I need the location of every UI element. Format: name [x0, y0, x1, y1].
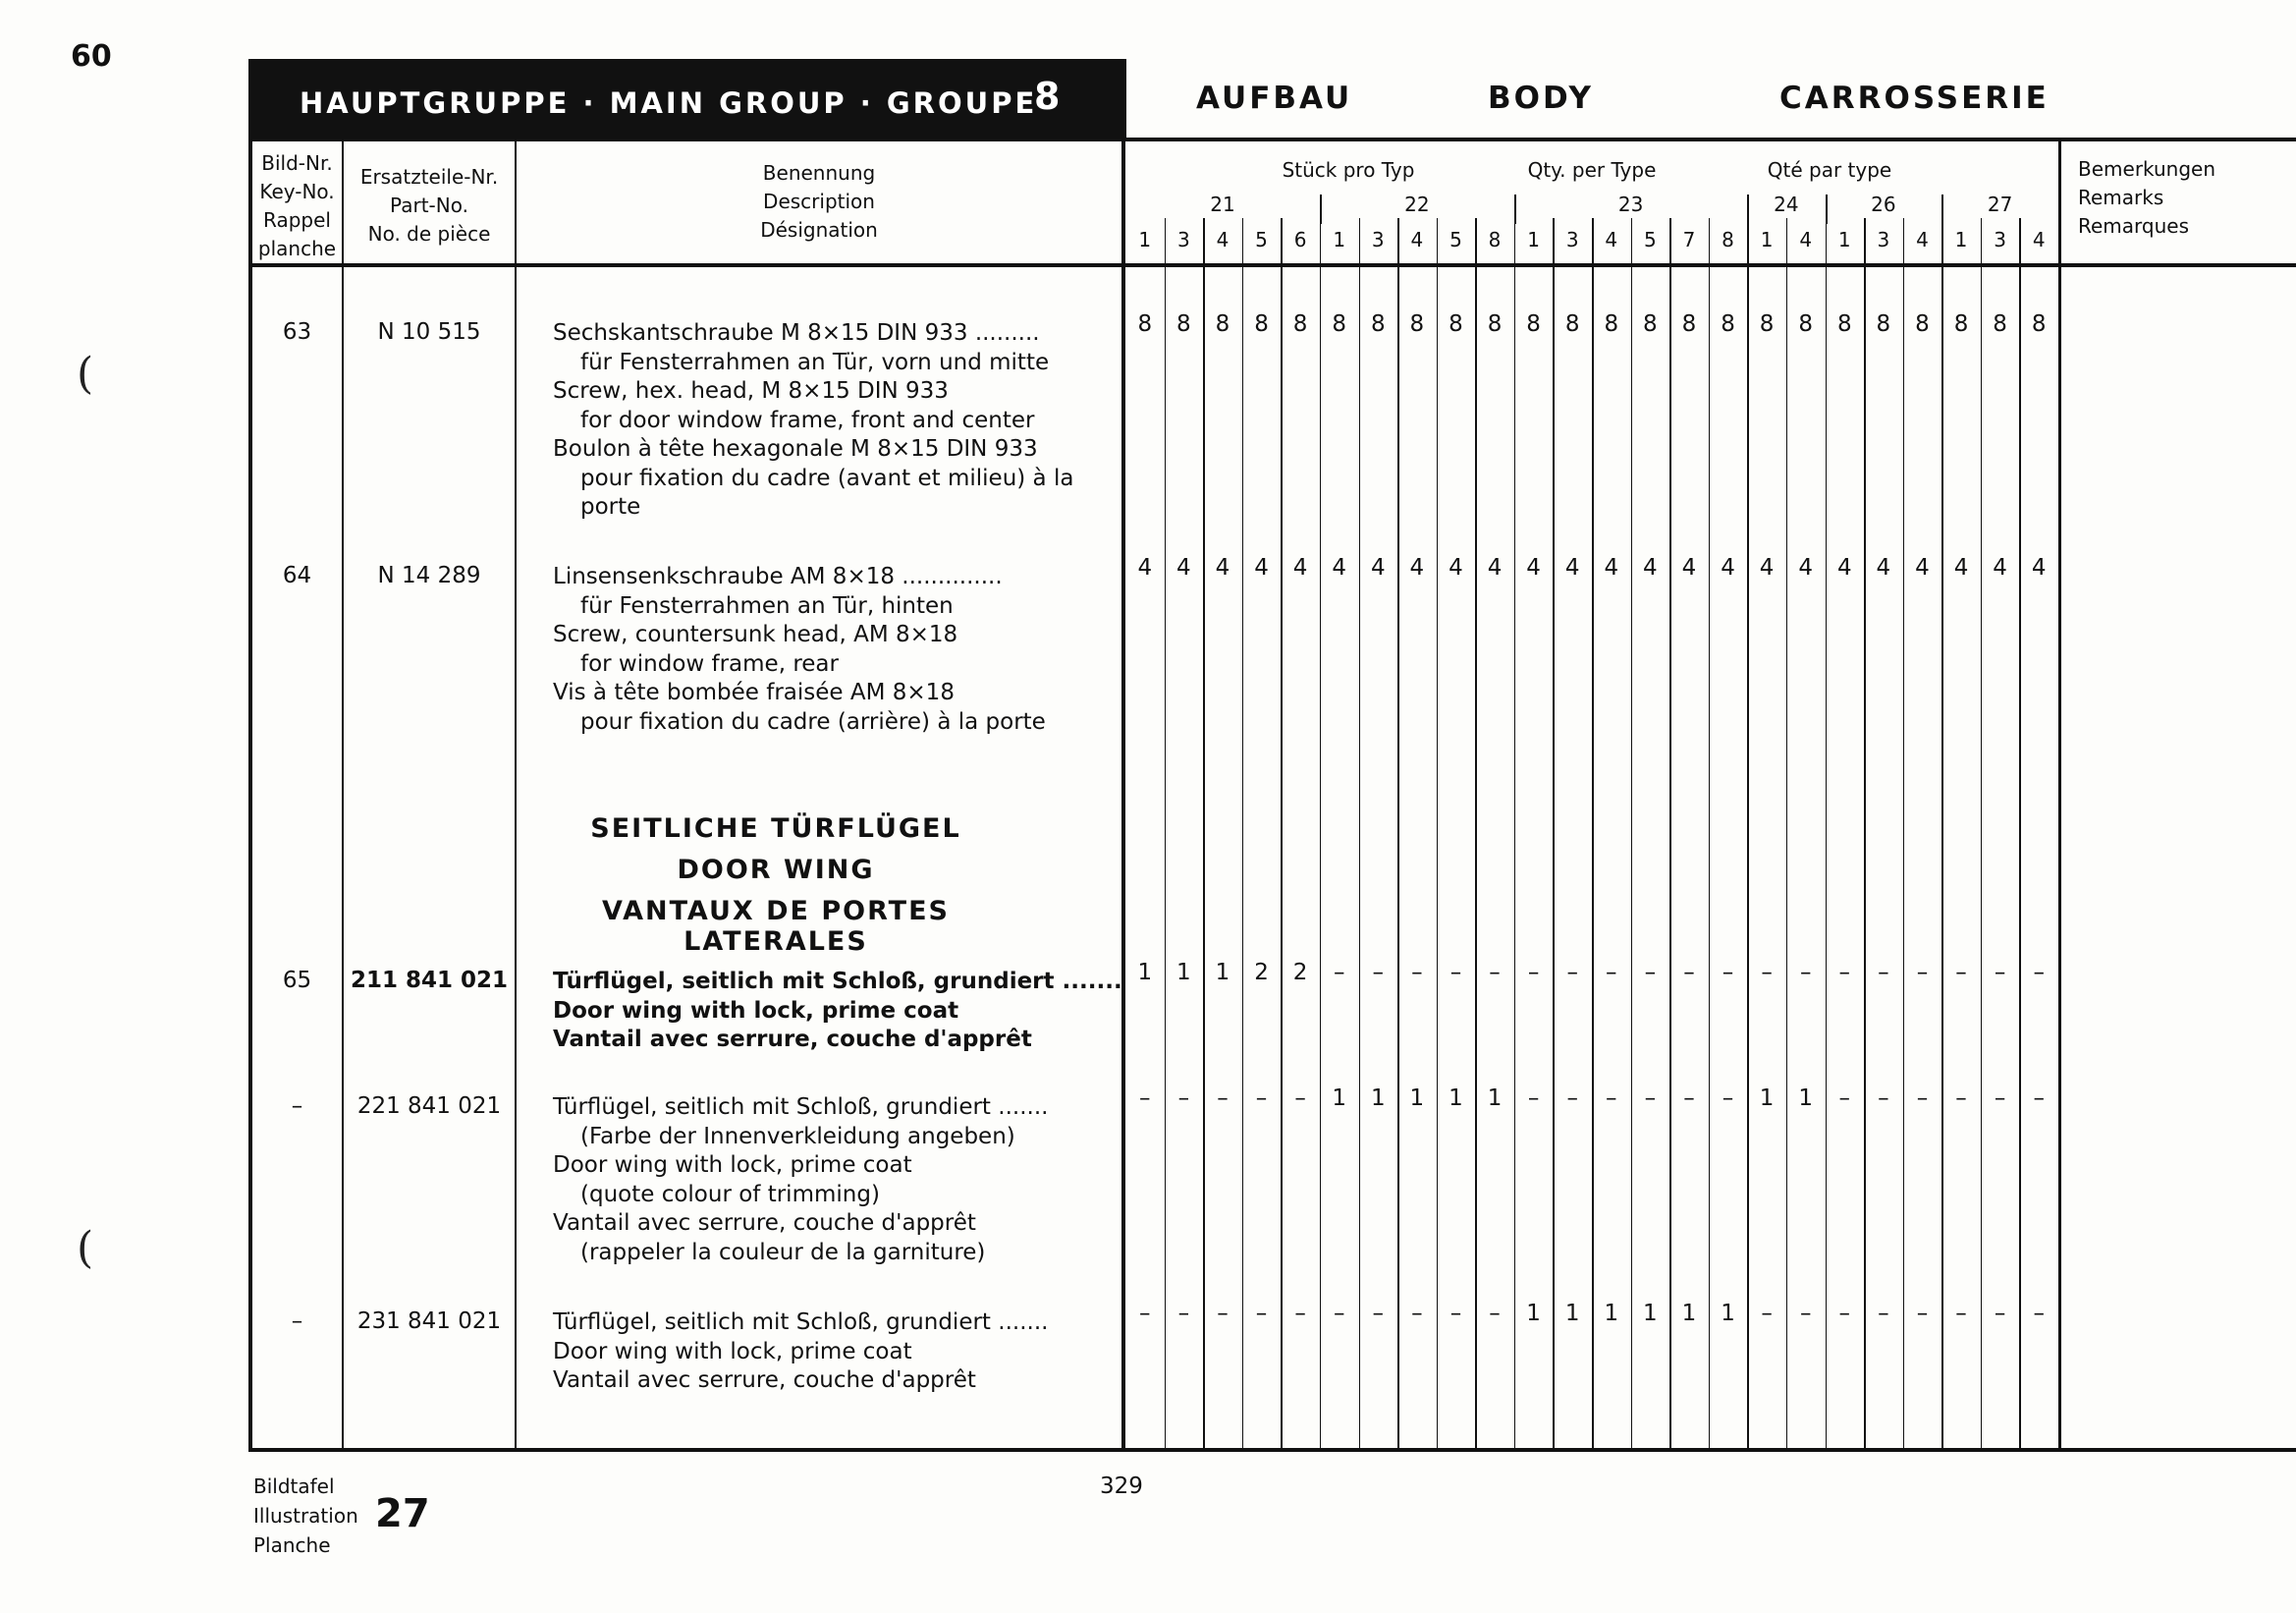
qty-cell: 1	[1370, 1085, 1386, 1111]
qty-column-divider	[1864, 218, 1866, 1452]
qty-column-divider	[1397, 218, 1399, 1452]
qty-cell: 8	[1721, 311, 1735, 337]
qty-cell: –	[1372, 960, 1385, 985]
sub-type-label: 4	[1916, 228, 1929, 251]
qty-cell: –	[1177, 1085, 1190, 1111]
qty-cell: –	[1294, 1085, 1306, 1111]
qty-cell: 4	[1487, 555, 1503, 581]
sub-type-label: 7	[1682, 228, 1696, 251]
qty-cell: 4	[1370, 555, 1386, 581]
qty-column-divider	[1786, 218, 1788, 1452]
qty-cell: 8	[1409, 311, 1425, 337]
qty-column-divider	[1981, 218, 1983, 1452]
qty-cell: 8	[1876, 311, 1891, 337]
qty-cell: 4	[1993, 555, 2007, 581]
sub-type-label: 4	[2032, 228, 2046, 251]
section-de: AUFBAU	[1196, 81, 1353, 116]
qty-cell: 1	[1643, 1301, 1658, 1326]
row-description	[553, 563, 1046, 737]
qty-cell: 4	[1721, 555, 1735, 581]
qty-cell: –	[1838, 960, 1851, 985]
qty-column-divider	[1475, 218, 1477, 1452]
row-part-number: 211 841 021	[350, 968, 509, 993]
qty-cell: –	[1838, 1301, 1851, 1326]
qty-cell: –	[1761, 1301, 1773, 1326]
type-group-label: 23	[1617, 193, 1644, 216]
qty-cell: –	[1644, 1085, 1657, 1111]
qty-column-divider	[1320, 218, 1322, 1452]
description-header: Benennung Description Désignation	[760, 161, 878, 242]
qty-column-divider	[1903, 218, 1905, 1452]
sub-type-label: 1	[1837, 228, 1851, 251]
plate-number: 27	[375, 1491, 430, 1536]
qty-cell: 4	[1836, 555, 1852, 581]
sub-type-label: 1	[1333, 228, 1346, 251]
qty-cell: –	[1683, 1085, 1695, 1111]
qty-column-divider	[1941, 218, 1943, 1452]
qty-cell: 4	[1254, 555, 1269, 581]
qty-cell: 1	[1332, 1085, 1347, 1111]
qty-cell: 4	[2031, 555, 2047, 581]
sub-type-label: 4	[1216, 228, 1230, 251]
row-part-number: N 14 289	[377, 563, 481, 588]
sub-type-label: 8	[1488, 228, 1502, 251]
qty-cell: 1	[1526, 1301, 1541, 1326]
qty-cell: 4	[1564, 555, 1580, 581]
description-line: Screw, hex. head, M 8×15 DIN 933	[553, 378, 949, 404]
sub-type-label: 4	[1605, 228, 1618, 251]
qty-cell: –	[2033, 960, 2045, 985]
qty-cell: –	[1838, 1085, 1851, 1111]
qty-cell: –	[1139, 1085, 1151, 1111]
qty-cell: 8	[1759, 311, 1775, 337]
qty-cell: –	[1606, 960, 1617, 985]
qty-cell: 4	[1409, 555, 1425, 581]
qty-cell: 1	[1215, 960, 1230, 985]
qty-cell: –	[1878, 960, 1889, 985]
description-line: porte	[580, 494, 641, 520]
qty-column-divider	[1592, 218, 1594, 1452]
qty-cell: 8	[1215, 311, 1230, 337]
qty-cell: 4	[1137, 555, 1153, 581]
qty-column-divider	[1359, 218, 1361, 1452]
sub-type-label: 3	[1177, 228, 1190, 251]
qty-column-divider	[1514, 218, 1516, 1452]
description-line: Vis à tête bombée fraisée AM 8×18	[553, 680, 955, 705]
qty-column-divider	[1203, 218, 1205, 1452]
qty-en-label: Qty. per Type	[1527, 158, 1657, 182]
qty-cell: 8	[2031, 311, 2047, 337]
qty-cell: 1	[1449, 1085, 1463, 1111]
sub-type-label: 5	[1644, 228, 1657, 251]
type-group-label: 26	[1871, 193, 1896, 216]
qty-cell: –	[1255, 1301, 1268, 1326]
type-group-divider	[1514, 195, 1516, 224]
qty-cell: –	[1489, 1301, 1501, 1326]
qty-column-divider	[1747, 218, 1749, 1452]
qty-cell: –	[1217, 1301, 1229, 1326]
qty-cell: 4	[1449, 555, 1463, 581]
description-line: Vantail avec serrure, couche d'apprêt	[553, 1210, 976, 1236]
row-description	[553, 1308, 1048, 1396]
qty-column-divider	[1631, 218, 1633, 1452]
qty-fr-label: Qté par type	[1767, 158, 1892, 182]
qty-cell: 8	[1292, 311, 1308, 337]
qty-cell: 1	[1681, 1301, 1697, 1326]
subsection-heading-de: SEITLICHE TÜRFLÜGEL	[590, 813, 961, 844]
qty-cell: –	[1177, 1301, 1190, 1326]
description-line: (quote colour of trimming)	[580, 1181, 880, 1207]
binding-mark: (	[77, 1223, 94, 1273]
qty-cell: 4	[1681, 555, 1697, 581]
qty-cell: –	[1916, 960, 1929, 985]
qty-cell: –	[2033, 1301, 2045, 1326]
page-number: 60	[71, 39, 112, 74]
qty-cell: 1	[1604, 1301, 1619, 1326]
qty-cell: 4	[1526, 555, 1541, 581]
description-line: Door wing with lock, prime coat	[553, 997, 959, 1024]
sub-type-label: 3	[1371, 228, 1385, 251]
description-line: Linsensenkschraube AM 8×18 ..............	[553, 564, 1003, 589]
group-label: HAUPTGRUPPE · MAIN GROUP · GROUPE	[300, 86, 1038, 120]
qty-cell: –	[1333, 960, 1345, 985]
section-en: BODY	[1488, 81, 1594, 116]
row-key-number: 65	[282, 968, 312, 993]
qty-cell: 8	[1836, 311, 1852, 337]
row-description	[553, 1093, 1048, 1267]
qty-cell: 8	[1526, 311, 1541, 337]
row-key-number: –	[291, 1308, 303, 1334]
qty-cell: 4	[1292, 555, 1308, 581]
remarks-header: Bemerkungen Remarks Remarques	[2078, 157, 2216, 238]
qty-cell: –	[1372, 1301, 1385, 1326]
sub-type-label: 5	[1449, 228, 1462, 251]
description-line: for window frame, rear	[580, 650, 839, 677]
description-line: for door window frame, front and center	[580, 407, 1035, 433]
description-line: pour fixation du cadre (arrière) à la porte	[580, 708, 1046, 735]
qty-cell: 4	[1215, 555, 1230, 581]
qty-cell: –	[1683, 960, 1695, 985]
qty-cell: 4	[1876, 555, 1891, 581]
description-line: (rappeler la couleur de la garniture)	[580, 1239, 986, 1265]
qty-cell: –	[1566, 1085, 1578, 1111]
qty-cell: –	[1527, 1085, 1540, 1111]
qty-column-divider	[1553, 218, 1555, 1452]
qty-column-divider	[2019, 218, 2021, 1452]
qty-cell: –	[1333, 1301, 1345, 1326]
qty-cell: 4	[1798, 555, 1814, 581]
qty-cell: 8	[1604, 311, 1619, 337]
page-center-number: 329	[1100, 1474, 1143, 1499]
qty-cell: –	[1566, 960, 1578, 985]
description-line: Screw, countersunk head, AM 8×18	[553, 622, 958, 647]
qty-cell: –	[1722, 1085, 1734, 1111]
description-line: Vantail avec serrure, couche d'apprêt	[553, 1027, 1032, 1052]
type-group-divider	[1320, 195, 1322, 224]
qty-cell: –	[1644, 960, 1657, 985]
description-line: Vantail avec serrure, couche d'apprêt	[553, 1367, 976, 1393]
qty-cell: –	[1994, 1085, 2006, 1111]
qty-cell: –	[1411, 960, 1423, 985]
qty-cell: 8	[1643, 311, 1658, 337]
qty-cell: 8	[1798, 311, 1814, 337]
qty-cell: –	[1761, 960, 1773, 985]
description-line: Türflügel, seitlich mit Schloß, grundiert .......	[553, 1094, 1049, 1120]
type-group-divider	[1747, 195, 1749, 224]
qty-cell: –	[1255, 1085, 1268, 1111]
qty-cell: 8	[1681, 311, 1697, 337]
qty-cell: 8	[1332, 311, 1347, 337]
qty-cell: –	[2033, 1085, 2045, 1111]
qty-de-label: Stück pro Typ	[1282, 158, 1415, 182]
qty-cell: 1	[1759, 1085, 1775, 1111]
type-group-divider	[1826, 195, 1828, 224]
qty-cell: 8	[1993, 311, 2007, 337]
key-no-header: Bild-Nr. Key-No. Rappel planche	[257, 151, 337, 260]
qty-cell: –	[1916, 1085, 1929, 1111]
row-part-number: N 10 515	[377, 319, 481, 345]
description-line: Türflügel, seitlich mit Schloß, grundiert .......	[553, 969, 1122, 994]
qty-cell: 8	[1449, 311, 1463, 337]
qty-column-divider	[1281, 218, 1283, 1452]
qty-cell: –	[1449, 960, 1462, 985]
description-line: (Farbe der Innenverkleidung angeben)	[580, 1123, 1015, 1149]
description-line: Door wing with lock, prime coat	[553, 1152, 912, 1178]
qty-cell: 8	[1487, 311, 1503, 337]
qty-cell: 1	[1137, 960, 1153, 985]
qty-cell: 2	[1254, 960, 1269, 985]
description-line: Türflügel, seitlich mit Schloß, grundiert .......	[553, 1309, 1049, 1335]
sub-type-label: 3	[1877, 228, 1890, 251]
qty-cell: 4	[1915, 555, 1930, 581]
qty-cell: 1	[1798, 1085, 1814, 1111]
sub-type-label: 4	[1799, 228, 1813, 251]
qty-cell: –	[1294, 1301, 1306, 1326]
qty-cell: 8	[1564, 311, 1580, 337]
qty-cell: 8	[1137, 311, 1153, 337]
qty-cell: –	[1878, 1085, 1889, 1111]
type-group-label: 27	[1987, 193, 2013, 216]
qty-cell: –	[1878, 1301, 1889, 1326]
group-number: 8	[1034, 75, 1061, 118]
section-fr: CARROSSERIE	[1779, 81, 2050, 116]
qty-cell: 8	[1953, 311, 1969, 337]
qty-cell: 8	[1370, 311, 1386, 337]
sub-type-label: 1	[1954, 228, 1968, 251]
type-group-label: 24	[1774, 193, 1799, 216]
qty-cell: –	[1217, 1085, 1229, 1111]
qty-cell: 1	[1409, 1085, 1425, 1111]
qty-cell: –	[1994, 1301, 2006, 1326]
qty-column-divider	[1826, 218, 1828, 1452]
row-key-number: 63	[282, 319, 312, 345]
row-description	[553, 319, 1073, 523]
qty-column-divider	[1669, 218, 1671, 1452]
qty-cell: 4	[1953, 555, 1969, 581]
qty-cell: 4	[1176, 555, 1191, 581]
sub-type-label: 6	[1293, 228, 1307, 251]
subsection-heading-en: DOOR WING	[677, 855, 875, 885]
sub-type-label: 3	[1565, 228, 1579, 251]
qty-cell: 2	[1292, 960, 1308, 985]
sub-type-label: 4	[1410, 228, 1424, 251]
type-group-divider	[1941, 195, 1943, 224]
qty-cell: –	[1489, 960, 1501, 985]
description-line: Door wing with lock, prime coat	[553, 1338, 912, 1364]
description-line: pour fixation du cadre (avant et milieu) à la	[580, 465, 1074, 491]
qty-cell: 1	[1176, 960, 1191, 985]
qty-cell: 4	[1332, 555, 1347, 581]
qty-cell: –	[1799, 1301, 1812, 1326]
qty-cell: –	[1955, 1085, 1967, 1111]
row-part-number: 221 841 021	[356, 1093, 502, 1119]
qty-cell: –	[1994, 960, 2006, 985]
qty-cell: –	[1799, 960, 1812, 985]
qty-column-divider	[1242, 218, 1244, 1452]
qty-cell: –	[1449, 1301, 1462, 1326]
sub-type-label: 8	[1722, 228, 1734, 251]
qty-cell: –	[1916, 1301, 1929, 1326]
description-line: Sechskantschraube M 8×15 DIN 933 .........	[553, 320, 1040, 346]
qty-cell: –	[1955, 960, 1967, 985]
qty-cell: 8	[1254, 311, 1269, 337]
qty-cell: 4	[1643, 555, 1658, 581]
plate-label: Bildtafel Illustration Planche	[253, 1474, 358, 1557]
qty-cell: –	[1411, 1301, 1423, 1326]
row-key-number: –	[291, 1093, 303, 1119]
description-line: für Fensterrahmen an Tür, hinten	[580, 592, 954, 619]
qty-cell: –	[1527, 960, 1540, 985]
binding-mark: (	[77, 349, 94, 399]
row-key-number: 64	[282, 563, 312, 588]
qty-cell: 1	[1564, 1301, 1580, 1326]
description-line: für Fensterrahmen an Tür, vorn und mitte	[580, 349, 1050, 375]
subsection-heading-fr: VANTAUX DE PORTES LATERALES	[602, 896, 950, 957]
qty-cell: –	[1955, 1301, 1967, 1326]
sub-type-label: 1	[1760, 228, 1774, 251]
qty-column-divider	[1165, 218, 1167, 1452]
sub-type-label: 1	[1138, 228, 1152, 251]
row-description	[553, 968, 1122, 1055]
main-group-header	[248, 59, 1126, 141]
qty-cell: 8	[1915, 311, 1930, 337]
qty-cell: –	[1606, 1085, 1617, 1111]
part-no-header: Ersatzteile-Nr. Part-No. No. de pièce	[359, 165, 499, 246]
qty-cell: –	[1139, 1301, 1151, 1326]
description-line: Boulon à tête hexagonale M 8×15 DIN 933	[553, 436, 1038, 462]
qty-cell: 1	[1721, 1301, 1735, 1326]
sub-type-label: 5	[1255, 228, 1268, 251]
qty-cell: 4	[1604, 555, 1619, 581]
qty-column-divider	[1437, 218, 1439, 1452]
sub-type-label: 1	[1527, 228, 1540, 251]
qty-cell: 4	[1759, 555, 1775, 581]
type-group-label: 22	[1404, 193, 1430, 216]
qty-cell: –	[1722, 960, 1734, 985]
row-part-number: 231 841 021	[356, 1308, 502, 1334]
qty-column-divider	[1709, 218, 1711, 1452]
qty-cell: 1	[1487, 1085, 1503, 1111]
qty-cell: 8	[1176, 311, 1191, 337]
sub-type-label: 3	[1994, 228, 2006, 251]
type-group-label: 21	[1210, 193, 1235, 216]
